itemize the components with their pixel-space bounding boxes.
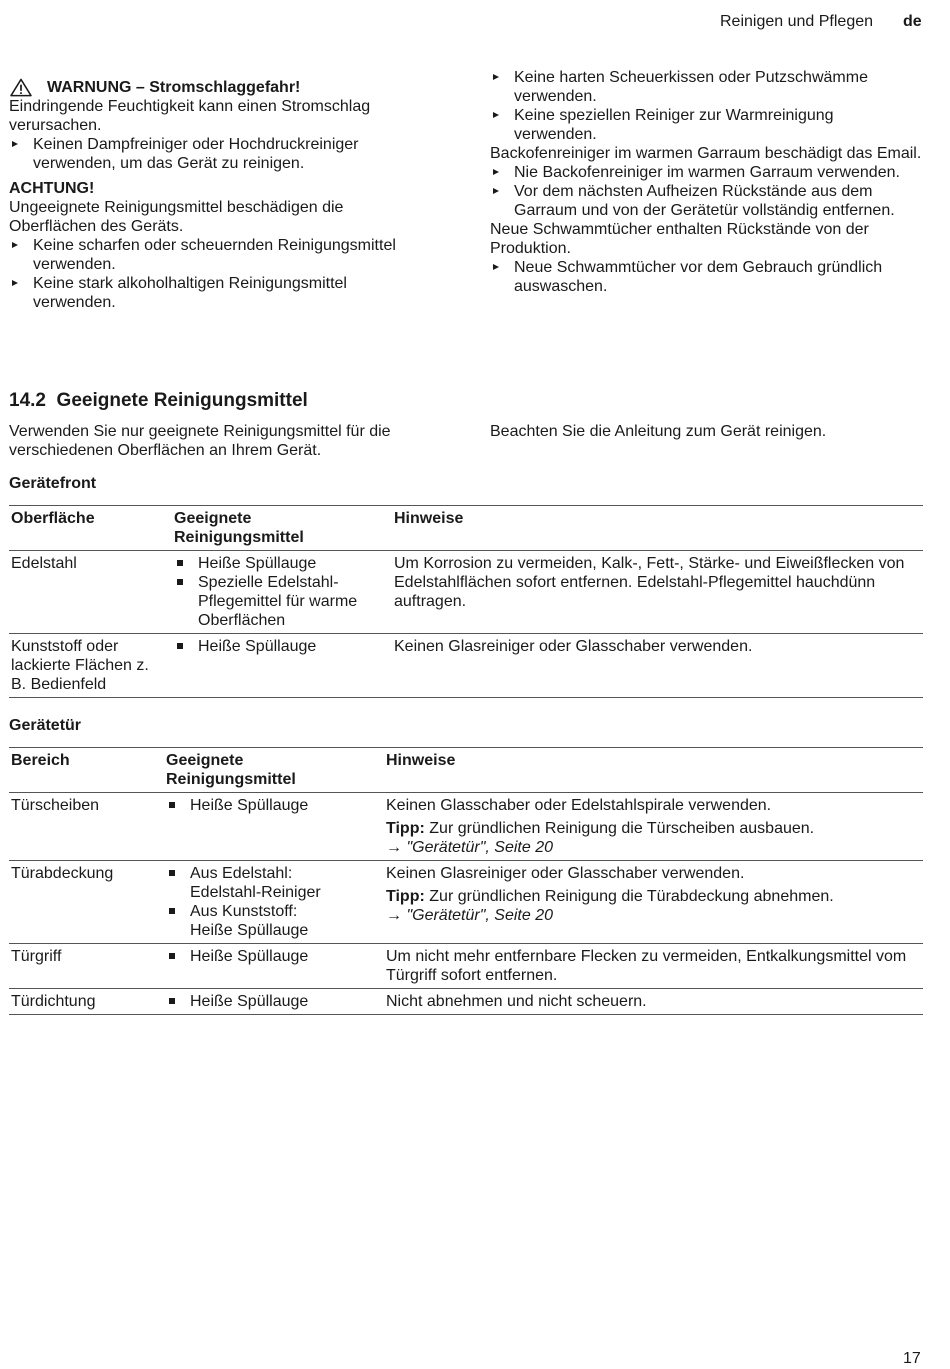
- caution-text: Ungeeignete Reinigungsmittel beschädigen die Oberflächen des Geräts.: [9, 199, 344, 235]
- column-header-notes: Hinweise: [394, 510, 464, 527]
- warning-triangle-icon: [9, 78, 33, 97]
- agent-item: Heiße Spüllauge: [166, 992, 386, 1011]
- warning-text: Eindringende Feuchtigkeit kann einen Stromschlag verursachen.: [9, 98, 371, 134]
- tip-line: [386, 887, 923, 906]
- cell-note: Keinen Glasreiniger oder Glasschaber verwenden.: [394, 638, 753, 655]
- section-number: 14.2: [9, 390, 46, 411]
- warning-title: WARNUNG – Stromschlaggefahr!: [47, 79, 301, 96]
- section-title: Geeignete Reinigungsmittel: [56, 390, 308, 411]
- language-code: de: [903, 13, 922, 30]
- table-header-row: [9, 506, 923, 551]
- agent-item: Spezielle Edelstahl-Pflegemittel für warme Oberflächen: [174, 573, 394, 630]
- table1-title: Gerätefront: [9, 475, 97, 492]
- running-header-title: Reinigen und Pflegen: [720, 13, 874, 30]
- tip-label: Tipp:: [386, 820, 425, 837]
- agent-item: Heiße Spüllauge: [174, 637, 394, 656]
- table-row: [9, 861, 923, 944]
- section-intro-right: Beachten Sie die Anleitung zum Gerät reinigen.: [490, 423, 827, 440]
- right-bullet: Vor dem nächsten Aufheizen Rückstände aus dem Garraum und von der Gerätetür vollständig entfernen.: [490, 182, 924, 220]
- right-text: Backofenreiniger im warmen Garraum beschädigt das Email.: [490, 145, 922, 162]
- right-bullet: Keine harten Scheuerkissen oder Putzschwämme verwenden.: [490, 68, 930, 106]
- warning-heading: [9, 78, 449, 97]
- table2-title: Gerätetür: [9, 717, 82, 734]
- caution-bullet: Keine scharfen oder scheuernden Reinigungsmittel verwenden.: [9, 236, 443, 274]
- cross-reference-link[interactable]: → "Gerätetür", Seite 20: [386, 839, 553, 856]
- right-bullet: Neue Schwammtücher vor dem Gebrauch gründlich auswaschen.: [490, 258, 930, 296]
- caution-title: ACHTUNG!: [9, 180, 95, 197]
- caution-bullet: Keine stark alkoholhaltigen Reinigungsmittel verwenden.: [9, 274, 433, 312]
- cross-reference-link[interactable]: → "Gerätetür", Seite 20: [386, 907, 553, 924]
- right-text: Neue Schwammtücher enthalten Rückstände von der Produktion.: [490, 221, 869, 257]
- cell-area: Kunststoff oder lackierte Flächen z. B. Bedienfeld: [11, 638, 149, 693]
- table-row: [9, 989, 923, 1015]
- agent-item: Heiße Spüllauge: [166, 947, 386, 966]
- table-row: [9, 793, 923, 861]
- tip-text: Zur gründlichen Reinigung die Türabdeckung abnehmen.: [429, 888, 834, 905]
- agent-item: Aus Edelstahl: Edelstahl-Reiniger: [166, 864, 340, 902]
- column-header-agents: Geeignete Reinigungsmittel: [174, 510, 304, 546]
- cell-note: Um nicht mehr entfernbare Flecken zu vermeiden, Entkalkungsmittel vom Türgriff sofort entfernen.: [386, 948, 907, 984]
- column-header-area: Bereich: [11, 752, 70, 769]
- tip-label: Tipp:: [386, 888, 425, 905]
- section-heading: [9, 391, 308, 410]
- cell-area: Türscheiben: [11, 797, 100, 814]
- cell-note: Keinen Glasreiniger oder Glasschaber verwenden.: [386, 865, 745, 882]
- cell-note: Um Korrosion zu vermeiden, Kalk-, Fett-, Stärke- und Eiweißflecken von Edelstahlflächen sofort entfernen. Edelstahl-Pflegemittel hauchdünn auftragen.: [394, 555, 905, 610]
- page-number: 17: [903, 1350, 921, 1367]
- warning-bullet: Keinen Dampfreiniger oder Hochdruckreiniger verwenden, um das Gerät zu reinigen.: [9, 135, 433, 173]
- column-header-notes: Hinweise: [386, 752, 456, 769]
- tip-text: Zur gründlichen Reinigung die Türscheiben ausbauen.: [429, 820, 815, 837]
- table-header-row: [9, 748, 923, 793]
- agent-item: Heiße Spüllauge: [166, 796, 386, 815]
- right-bullet: Nie Backofenreiniger im warmen Garraum verwenden.: [490, 163, 924, 182]
- section-intro-left: Verwenden Sie nur geeignete Reinigungsmittel für die verschiedenen Oberflächen an Ihrem Gerät.: [9, 423, 391, 459]
- cell-area: Türabdeckung: [11, 865, 114, 882]
- cell-note: Nicht abnehmen und nicht scheuern.: [386, 993, 647, 1010]
- column-header-agents: Geeignete Reinigungsmittel: [166, 752, 296, 788]
- agent-item: Aus Kunststoff: Heiße Spüllauge: [166, 902, 330, 940]
- cell-area: Edelstahl: [11, 555, 77, 572]
- table-row: [9, 551, 923, 634]
- right-column: [490, 68, 930, 296]
- table-geraetetuer: [9, 747, 923, 1015]
- cell-note: Keinen Glasschaber oder Edelstahlspirale verwenden.: [386, 797, 772, 814]
- column-header-surface: Oberfläche: [11, 510, 95, 527]
- table-geraetefront: [9, 505, 923, 698]
- cell-area: Türdichtung: [11, 993, 96, 1010]
- tip-line: [386, 819, 923, 838]
- table-row: [9, 944, 923, 989]
- agent-item: Heiße Spüllauge: [174, 554, 394, 573]
- table-row: [9, 634, 923, 698]
- right-bullet: Keine speziellen Reiniger zur Warmreinigung verwenden.: [490, 106, 904, 144]
- cell-area: Türgriff: [11, 948, 62, 965]
- warning-block: [9, 78, 449, 312]
